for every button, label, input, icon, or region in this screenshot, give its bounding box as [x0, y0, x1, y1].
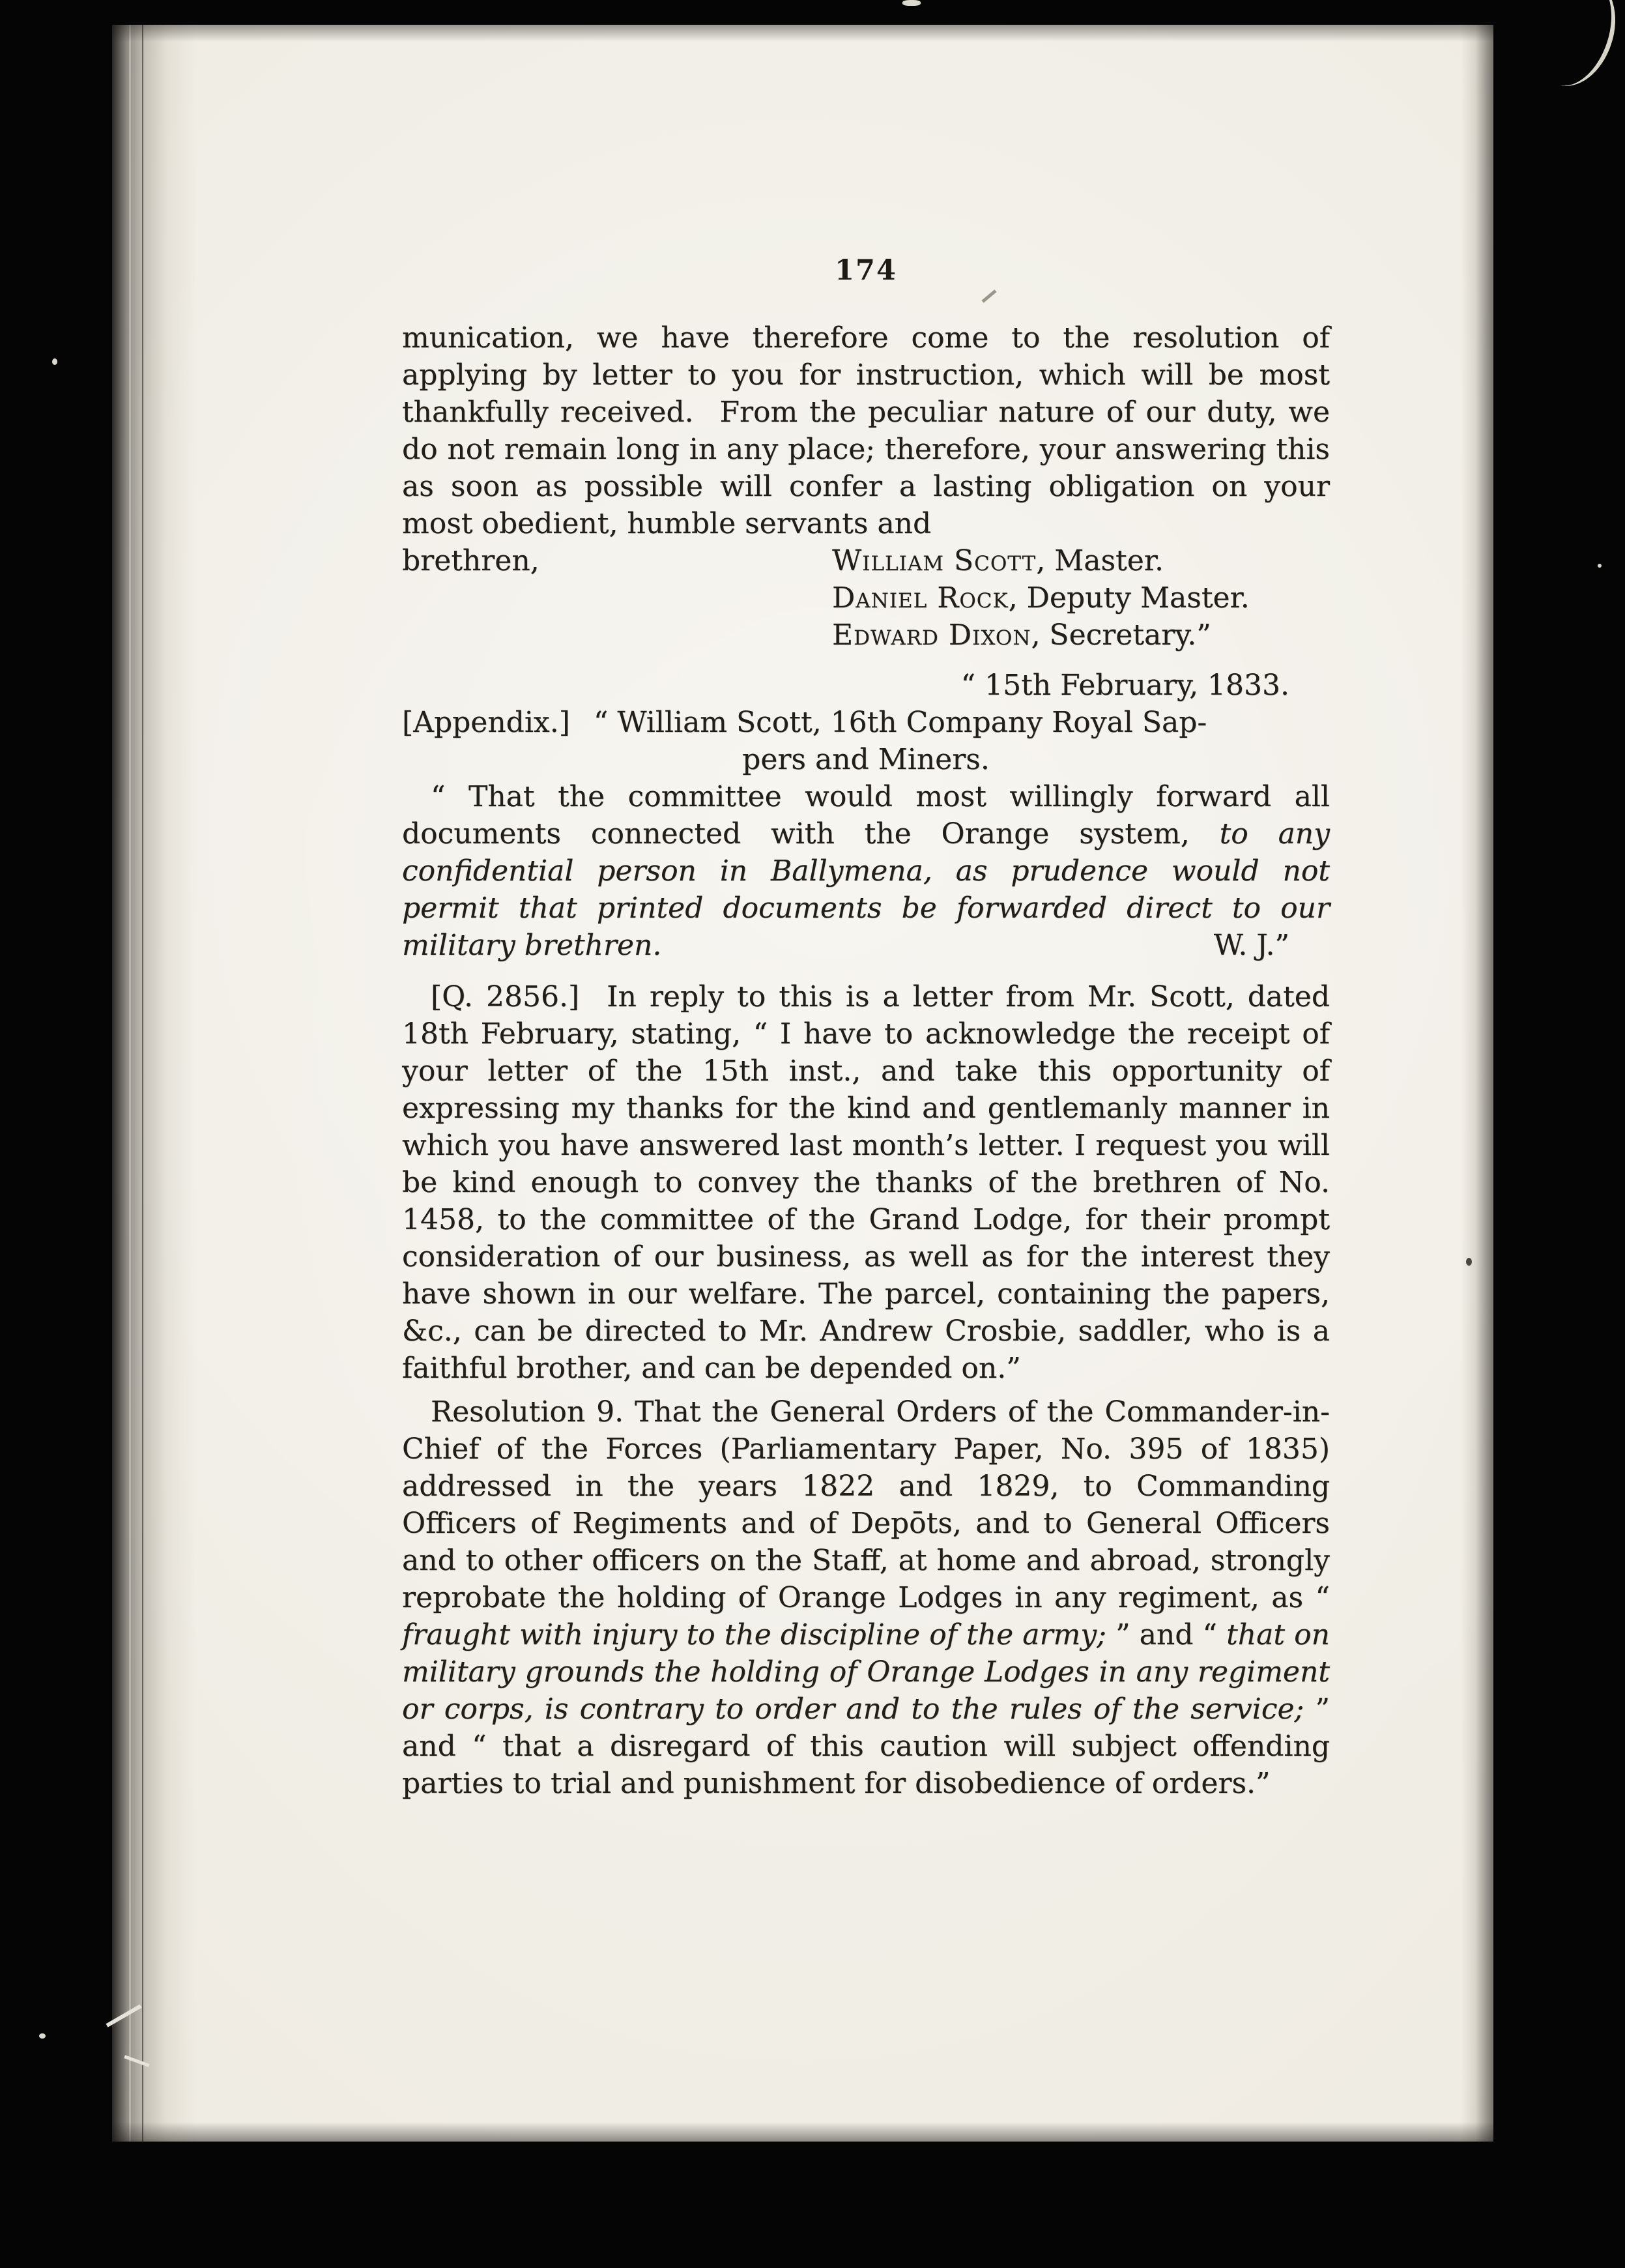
signature-line-3	[402, 617, 1330, 654]
signature-intro: brethren,	[402, 544, 539, 577]
signature-name-2: Daniel Rock, Deputy Master.	[832, 581, 1250, 615]
scan-speck	[39, 2033, 46, 2039]
paragraph-resolution: Resolution 9. That the General Orders of the Commander-in-Chief of the Forces (Parliamentary Paper, No. 395 of 1835) addressed in the years 1822 and 1829, to Commanding Officers of Regiments and of Depōts, and to General Officers and to other officers on the Staff, at home and abroad, strongly reprobate the holding of Orange Lodges in any regiment, as “ fraught with injury to the discipline of the army; ” and “ that on military grounds the holding of Orange Lodges in any regiment or corps, is contrary to order and to the rules of the service; ” and “ that a disregard of this caution will subject offending parties to trial and punishment for disobedience of orders.”	[402, 1395, 1330, 1800]
signature-name-1: William Scott, Master.	[832, 544, 1164, 577]
binding-shadow	[112, 25, 197, 2142]
page-top-shadow	[112, 25, 1493, 42]
appendix-heading-line-2: pers and Miners.	[742, 743, 990, 776]
page-bottom-shadow	[112, 2122, 1493, 2142]
scan-ink-speck	[1466, 1258, 1472, 1266]
book-page	[112, 25, 1493, 2142]
binding-page-edge-dark	[142, 25, 143, 2142]
scan-speck	[52, 358, 57, 365]
signature-name-3: Edward Dixon, Secretary.”	[832, 618, 1211, 652]
date-line: “ 15th February, 1833.	[960, 669, 1289, 702]
appendix-heading-line-1: [Appendix.] “ William Scott, 16th Company Royal Sap-	[402, 706, 1207, 739]
scan-speck	[1598, 564, 1602, 568]
page-edge-shadow	[1461, 25, 1493, 2142]
paragraph-reply: [Q. 2856.] In reply to this is a letter from Mr. Scott, dated 18th February, stating, “ I have to acknowledge the receipt of your letter of the 15th inst., and take this opportunity of expressing my thanks for the kind and gentlemanly manner in which you have answered last month’s letter. I request you will be kind enough to convey the thanks of the brethren of No. 1458, to the committee of the Grand Lodge, for their prompt consideration of our business, as well as for the interest they have shown in our welfare. The parcel, containing the papers, &c., can be directed to Mr. Andrew Crosbie, saddler, who is a faithful brother, and can be depended on.”	[402, 980, 1330, 1385]
signature-line-2	[402, 579, 1330, 617]
paragraph-committee-note: W. J.” “ That the committee would most willingly forward all documents connected with the Orange system, to any confidential person in Ballymena, as prudence would not permit that printed documents be forwarded direct to our military brethren.	[402, 778, 1330, 964]
scan-speck	[902, 0, 921, 6]
page-number: 174	[835, 254, 897, 287]
signature-line-1	[402, 542, 1330, 579]
scan-curve-mark	[1522, 0, 1625, 96]
text-column	[402, 319, 1330, 1802]
attribution-initials: W. J.”	[1213, 929, 1289, 962]
binding-page-edge-light	[129, 25, 131, 2142]
paragraph-opening: munication, we have therefore come to the resolution of applying by letter to you for instruction, which will be most thankfully received. From the peculiar nature of our duty, we do not remain long in any place; therefore, your answering this as soon as possible will confer a lasting obligation on your most obedient, humble servants and	[402, 321, 1330, 540]
